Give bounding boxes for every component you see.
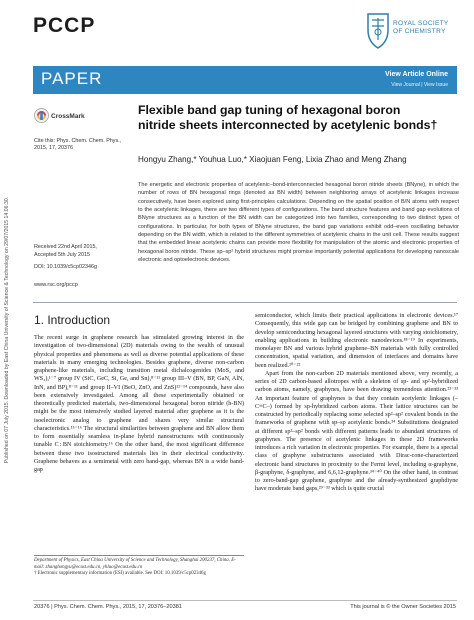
intro-paragraph: The recent surge in graphene research has stimulated growing interest in the investigation of two-dimensional (2D) materials owing to the wealth of unusual physical properties and phenomena as well as diverse potential applications of these materials in many emerging technologies. Besides graphene, diverse non-carbon graphene-like materials, including transition metal dichalcogenides (MoS₂ and WS₂),¹⁻⁷ group IV (SiC, GeC, Si, Ge, and Sn),⁸⁻¹¹ group III–V (BN, BP, GaN, AlN, InN, and BP),⁸⁻¹¹ and group II–VI (BeO, ZnO, and ZnS)¹²⁻¹⁴ compounds, have also been extensively investigated. Among all these experimentally obtained or theoretically predicted materials, two-dimensional hexagonal boron nitride (h-BN) might be the most intensively studied layered material after graphene as it is the isoelectronic analog to graphene and shares very similar structural characteristics.¹⁵⁻¹⁶ The structural similarities between graphene and BN allow them to form essentially seamless in-plane hybrid nanostructures with continuously tunable C : BN stoichiometry.¹⁶ On the other hand, the most significant difference between these two isostructured materials lies in their electrical conductivity. Graphene behaves as a semimetal with zero band-gap, whereas BN is a wide band-gap bbox=[34, 335, 244, 473]
intro-right-column bbox=[255, 312, 458, 494]
doi-text[interactable]: DOI: 10.1039/c5cp02346g bbox=[34, 264, 97, 270]
citation-line: 2015, 17, 20376 bbox=[34, 145, 73, 151]
paper-type-banner bbox=[33, 66, 457, 94]
crossmark-label: CrossMark bbox=[51, 113, 85, 120]
section-divider bbox=[33, 302, 457, 303]
article-title: Flexible band gap tuning of hexagonal boron nitride sheets interconnected by acetylenic bonds† bbox=[138, 103, 438, 132]
paper-type-label: PAPER bbox=[41, 69, 103, 88]
footer-citation: 20376 | Phys. Chem. Chem. Phys., 2015, 17, 20376–20381 bbox=[34, 604, 182, 610]
view-journal-issue-links[interactable]: View Journal | View Issue bbox=[391, 82, 448, 88]
rsc-crest-icon bbox=[365, 10, 391, 50]
received-date: Received 22nd April 2015, bbox=[34, 244, 97, 250]
citation-info bbox=[34, 138, 124, 152]
crossmark-badge[interactable] bbox=[34, 108, 94, 126]
download-side-note-text: Published on 07 July 2015. Downloaded by East China University of Science & Technology on 29/07/2015 14:06:30. bbox=[4, 196, 10, 464]
footer-copyright: This journal is © the Owner Societies 2015 bbox=[350, 604, 456, 610]
view-article-online-link[interactable]: View Article Online bbox=[384, 71, 448, 78]
journal-name: PCCP bbox=[33, 14, 96, 37]
article-authors: Hongyu Zhang,* Youhua Luo,* Xiaojuan Feng, Lixia Zhao and Meng Zhang bbox=[138, 155, 407, 164]
article-abstract: The energetic and electronic properties of acetylenic–bond-interconnected hexagonal boron nitride sheets (BNyne), in which the number of rows of BN hexagonal rings (denoted as BN width) between neighboring arrays of acetylenic linkages increase consecutively, have been explored using first-principles calculations. Depending on the spatial position of B/N atoms with respect to the acetylenic linkages, there are two different types of configurations. The band structure features and band gap evolutions of BNyne structures as a function of the BN width can be categorized into two families, corresponding to two distinct types of configurations. In particular, for both types of BNyne structures, the band gap variations exhibit odd–even oscillating behavior depending on the BN width, which is related to the different symmetries of acetylenic chains in the unit cell. These results suggest that the embedded linear acetylenic chains can provide more flexibility for manipulation of the atomic and electronic properties of hexagonal boron nitride. These sp–sp² hybrid structures might promise importantly potential applications for developing nanoscale electronic and optoelectronic devices. bbox=[138, 182, 459, 264]
download-side-note bbox=[2, 60, 12, 600]
intro-paragraph: Apart from the non-carbon 2D materials mentioned above, very recently, a series of 2D carbon-based allotropes with a skeleton of sp- and sp²-hybridized carbon atoms, namely, graphynes, have been drawing tremendous attention.²³⁻³³ An important feature of graphynes is that they contain acetylenic linkages (–C≡C–) formed by sp-hybridized carbon atoms. Their lattice structures can be constructed by periodically replacing some selected sp²–sp² covalent bonds in the frameworks of graphene with sp–sp acetylenic bonds.³⁴ Substitutions designated at different sp²–sp² bonds with different patterns leads to abundant structures of graphynes. The presence of acetylenic linkages in these 2D frameworks introduces a rich variation in electronic properties. For example, there is a special class of graphyne substructures associated with Dirac-cone-characterized electronic band structures in proximity to the Fermi level, including α-graphyne, β-graphyne, δ-graphyne, and 6,6,12-graphyne.³⁴⁻⁴⁰ On the other hand, in contrast to zero-band-gap graphene, graphyne and the already-synthesized graphdiyne have moderate band gaps,²⁹⁻³³ which is quite crucial bbox=[255, 370, 458, 493]
accepted-date: Accepted 5th July 2015 bbox=[34, 251, 91, 258]
publisher-logo-text: ROYAL SOCIETY OF CHEMISTRY bbox=[393, 20, 449, 35]
citation-line: Cite this: Phys. Chem. Chem. Phys., bbox=[34, 138, 122, 144]
journal-url-link[interactable]: www.rsc.org/pccp bbox=[34, 282, 78, 288]
affiliation-footnote: Department of Physics, East China University of Science and Technology, Shanghai 200237, China. E-mail: zhanghongyu@ecust.edu.cn, yhluo@ecust.edu.cn bbox=[34, 558, 236, 570]
intro-heading: 1. Introduction bbox=[34, 313, 111, 327]
intro-paragraph: semiconductor, which limits their practical applications in electronic devices.¹⁷ Consequently, this wide gap can be bridged by combining graphene and BN to develop semiconducting hexagonal layered structures with varying stoichiometry, enabling applications in building electronic nanodevices.¹⁸⁻¹⁹ In experiments, monolayer BN and various hybrid graphene–BN materials with fully controlled concentration, spatial variation, and dimension of interfaces and domains have been realized.²⁰⁻²² bbox=[255, 313, 458, 369]
publisher-logo[interactable] bbox=[365, 10, 455, 56]
footnotes bbox=[34, 558, 244, 578]
esi-footnote: † Electronic supplementary information (ESI) available. See DOI: 10.1039/c5cp02346g bbox=[34, 571, 206, 577]
intro-left-column bbox=[34, 334, 244, 474]
article-history bbox=[34, 244, 129, 272]
footnote-divider bbox=[34, 555, 244, 556]
crossmark-icon bbox=[34, 108, 49, 123]
footer-divider bbox=[33, 600, 457, 601]
